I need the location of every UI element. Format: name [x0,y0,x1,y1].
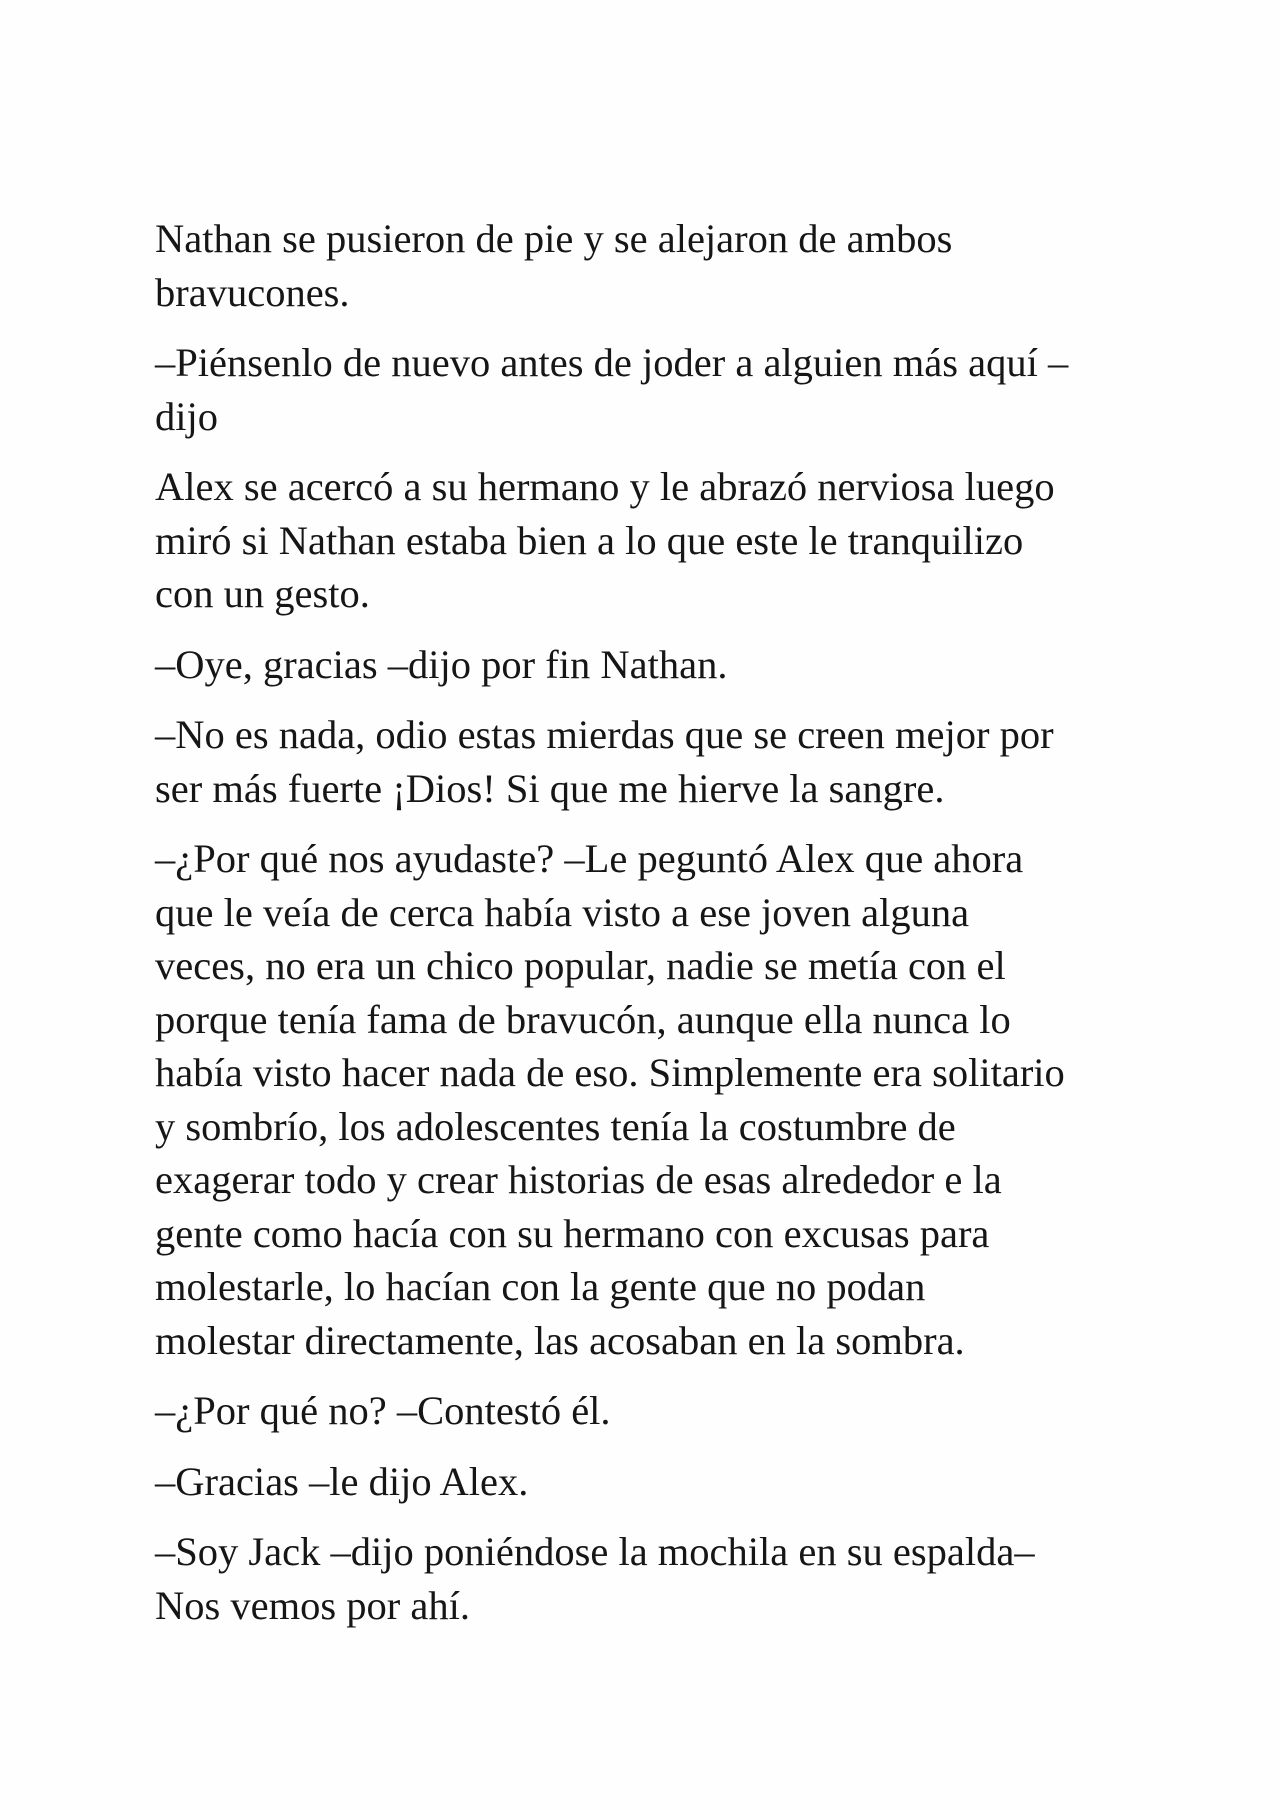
paragraph: Nathan se pusieron de pie y se alejaron de ambos bravucones. [155,216,953,315]
paragraph: –No es nada, odio estas mierdas que se creen mejor por ser más fuerte ¡Dios! Si que me hierve la sangre. [155,712,1054,811]
paragraph: –Soy Jack –dijo poniéndose la mochila en su espalda– Nos vemos por ahí. [155,1529,1035,1628]
paragraph: –¿Por qué no? –Contestó él. [155,1388,611,1433]
paragraph: –¿Por qué nos ayudaste? –Le peguntó Alex que ahora que le veía de cerca había visto a ese joven alguna veces, no era un chico popular, nadie se metía con el porque tenía fama de bravucón, aunque ella nunca lo había visto hacer nada de eso. Simplemente era solitario y sombrío, los adolescentes tenía la costumbre de exagerar todo y crear historias de esas alrededor e la gente como hacía con su hermano con excusas para molestarle, lo hacían con la gente que no podan molestar directamente, las acosaban en la sombra. [155,836,1065,1363]
paragraph: –Gracias –le dijo Alex. [155,1458,529,1504]
text-body [155,212,1145,1649]
paragraph: Alex se acercó a su hermano y le abrazó nerviosa luego miró si Nathan estaba bien a lo que este le tranquilizo con un gesto. [155,464,1055,616]
paragraph: –Piénsenlo de nuevo antes de joder a alguien más aquí – dijo [155,340,1069,439]
paragraph: –Oye, gracias –dijo por fin Nathan. [155,641,728,687]
